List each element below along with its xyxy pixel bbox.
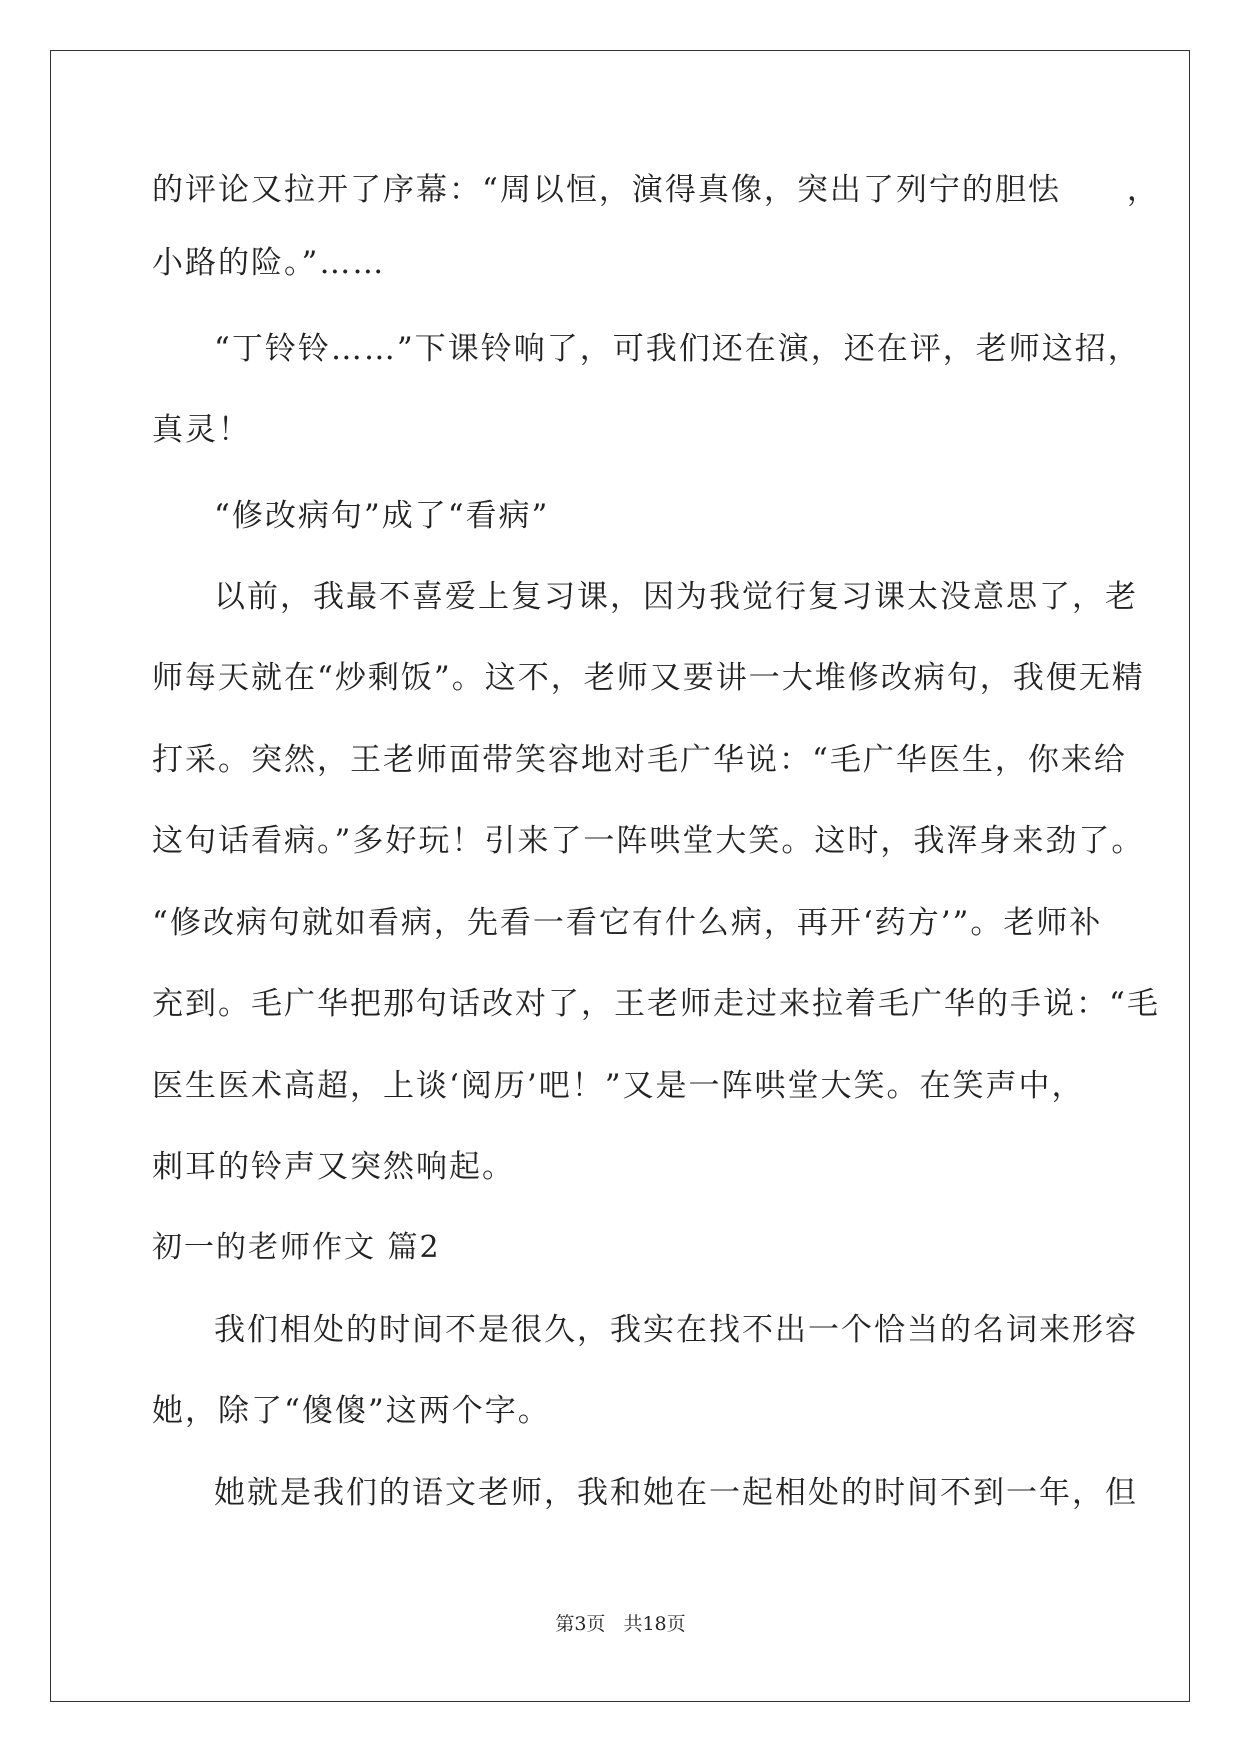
section-subheading: “修改病句”成了“看病” bbox=[214, 498, 550, 534]
text-line-10: “修改病句就如看病，先看一看它有什么病，再开‘药方’”。老师补 bbox=[152, 905, 1103, 941]
text-line-11: 充到。毛广华把那句话改对了，王老师走过来拉着毛广华的手说：“毛 bbox=[152, 986, 1160, 1022]
text-line-12: 医生医术高超，上谈‘阅历’吧！”又是一阵哄堂大笑。在笑声中， bbox=[152, 1068, 1085, 1104]
text-line-6: 以前，我最不喜爱上复习课，因为我觉行复习课太没意思了，老 bbox=[214, 579, 1138, 615]
text-line-4: 真灵！ bbox=[152, 412, 251, 448]
text-line-15: 我们相处的时间不是很久，我实在找不出一个恰当的名词来形容 bbox=[214, 1312, 1138, 1348]
page-footer bbox=[0, 1612, 1241, 1636]
essay-heading: 初一的老师作文 篇2 bbox=[152, 1230, 441, 1265]
text-line-8: 打采。突然，王老师面带笑容地对毛广华说：“毛广华医生，你来给 bbox=[152, 742, 1127, 778]
text-line-7: 师每天就在“炒剩饭”。这不，老师又要讲一大堆修改病句，我便无精 bbox=[152, 660, 1145, 696]
page-border bbox=[50, 50, 1190, 1702]
text-line-16: 她，除了“傻傻”这两个字。 bbox=[152, 1393, 551, 1429]
text-line-17: 她就是我们的语文老师，我和她在一起相处的时间不到一年，但 bbox=[214, 1475, 1138, 1511]
text-line-3: “丁铃铃……”下课铃响了，可我们还在演，还在评，老师这招， bbox=[214, 331, 1141, 367]
page-total: 共18页 bbox=[623, 1613, 686, 1635]
text-line-1: 的评论又拉开了序幕：“周以恒，演得真像，突出了列宁的胆怯 ， bbox=[152, 172, 1160, 208]
page-number: 第3页 bbox=[555, 1613, 606, 1635]
text-line-9: 这句话看病。”多好玩！引来了一阵哄堂大笑。这时，我浑身来劲了。 bbox=[152, 823, 1145, 859]
text-line-2: 小路的险。”…… bbox=[152, 245, 386, 281]
text-line-13: 刺耳的铃声又突然响起。 bbox=[152, 1149, 515, 1185]
